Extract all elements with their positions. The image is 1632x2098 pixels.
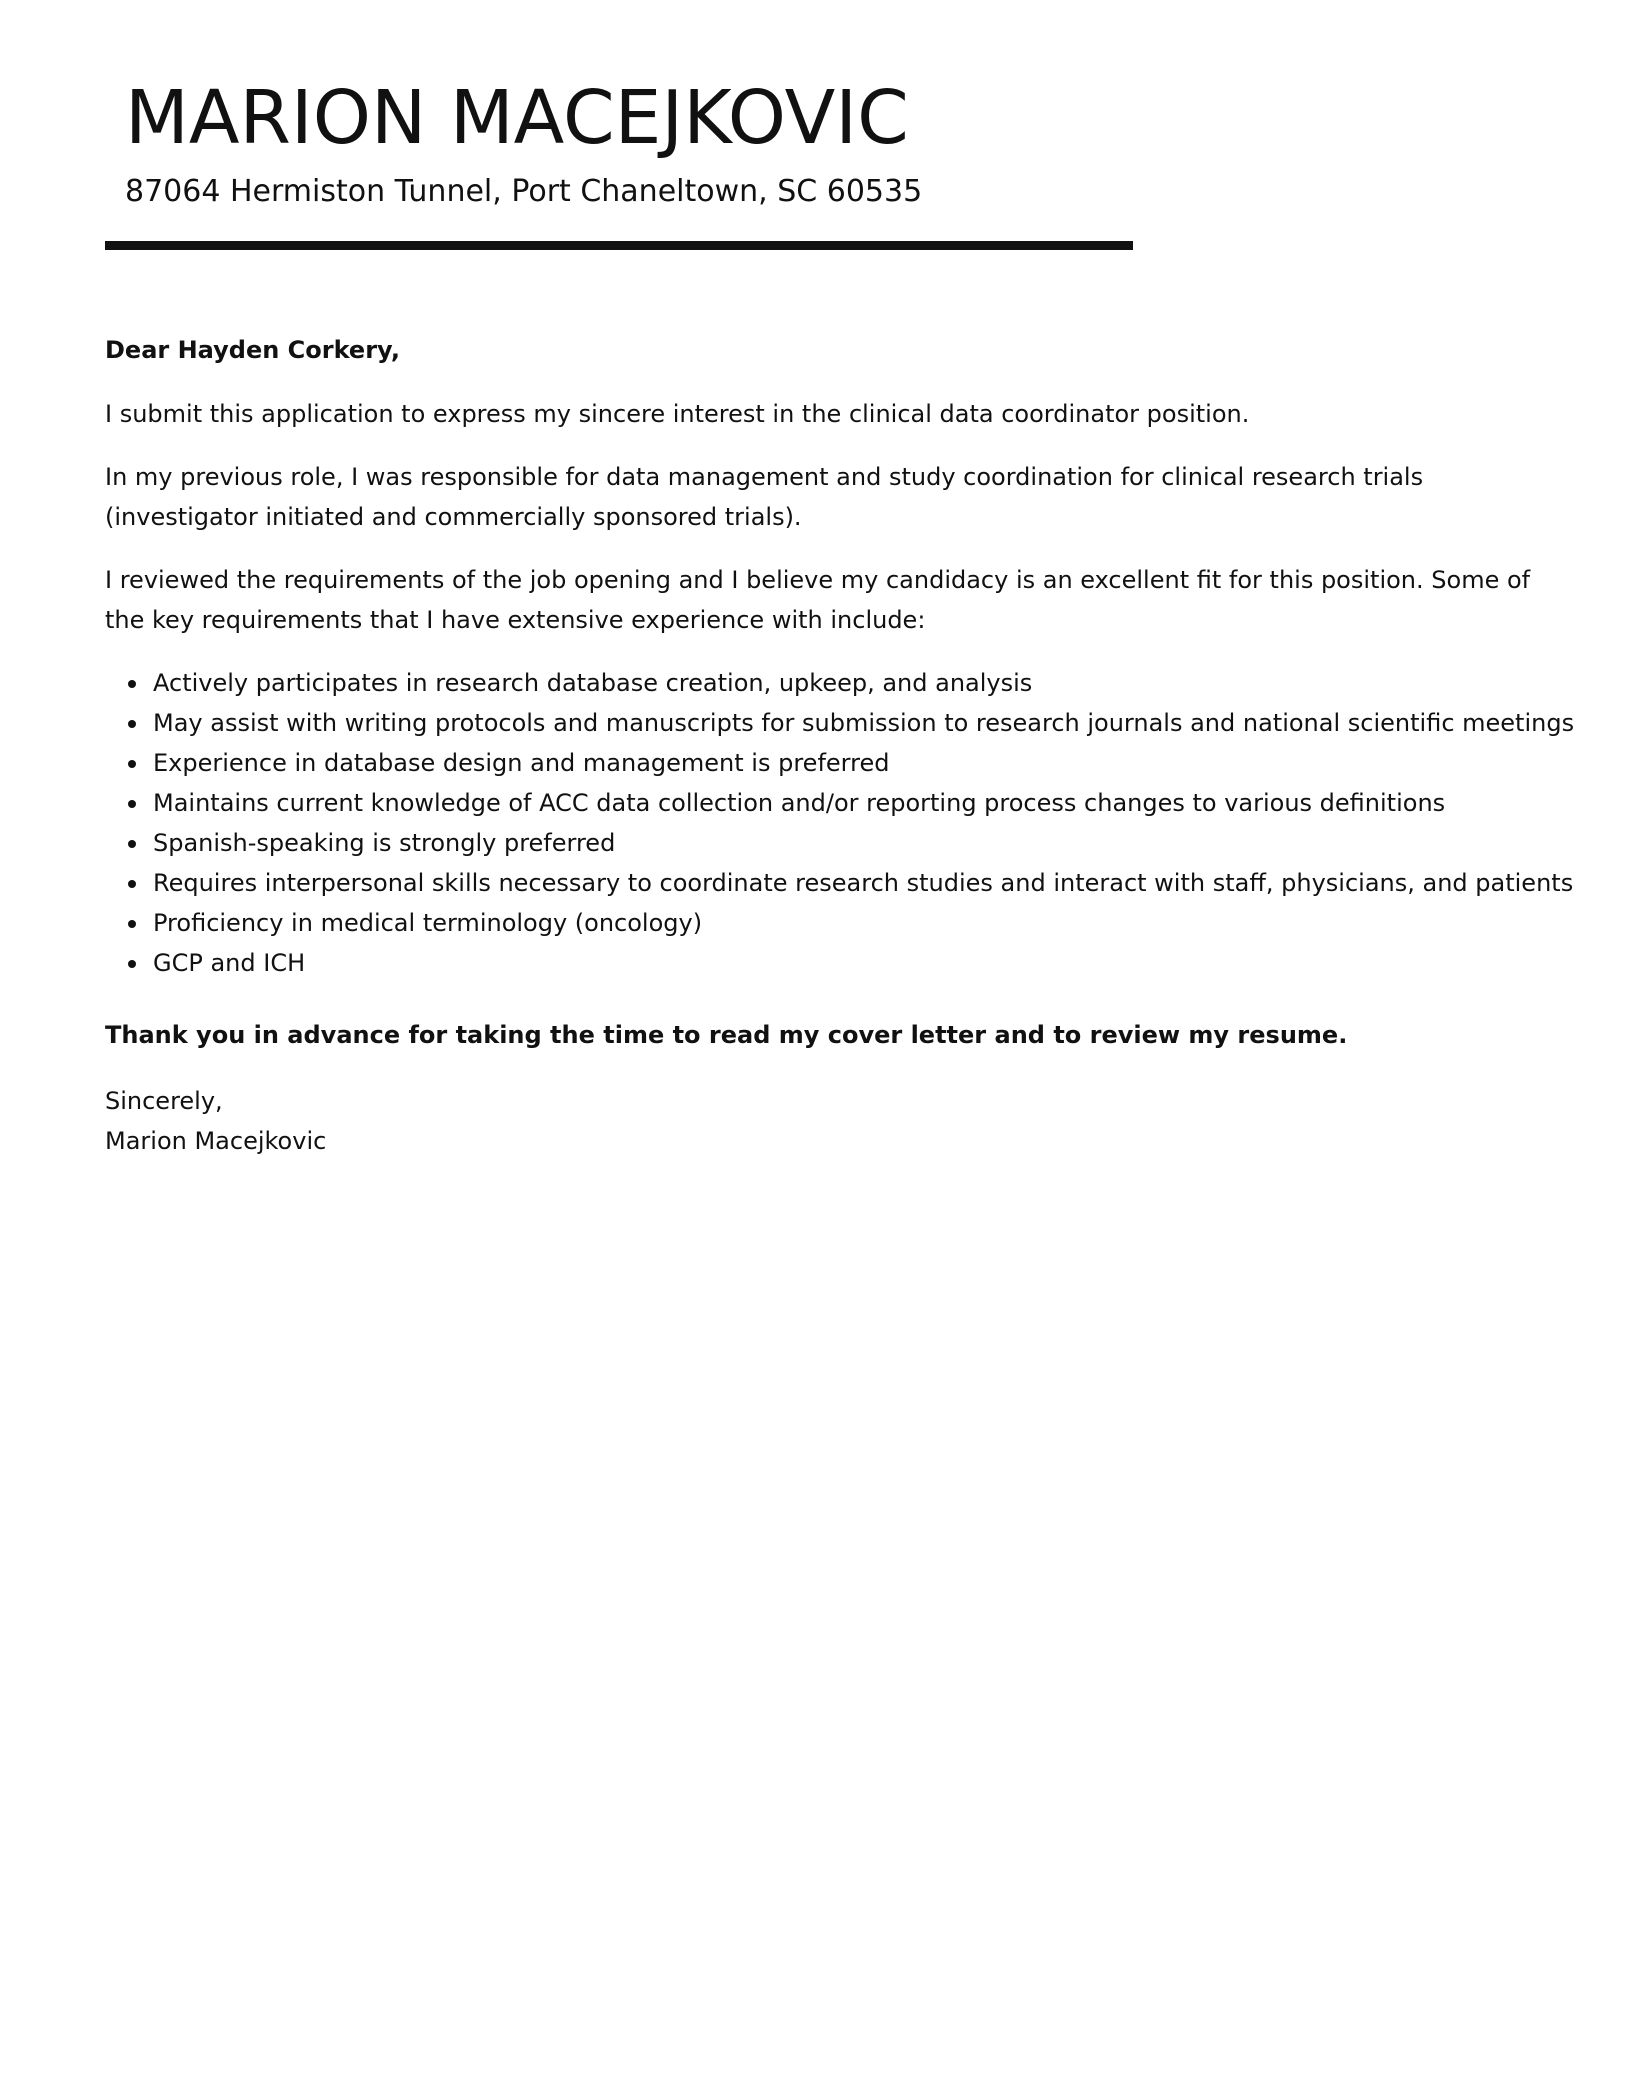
signoff-block <box>105 1081 1545 1161</box>
list-item-text: Actively participates in research database creation, upkeep, and analysis <box>153 669 1033 697</box>
list-item <box>105 943 1545 983</box>
list-item <box>105 903 1545 943</box>
list-item <box>105 863 1574 903</box>
applicant-name: MARION MACEJKOVIC <box>125 75 909 161</box>
requirements-list <box>105 663 1575 983</box>
list-item-text: GCP and ICH <box>153 949 306 977</box>
requirements-intro-paragraph: I reviewed the requirements of the job opening and I believe my candidacy is an excellent fit for this position. Some of the key requirements that I have extensive experience with include: <box>105 566 1531 634</box>
intro-paragraph: I submit this application to express my sincere interest in the clinical data coordinator position. <box>105 400 1250 428</box>
experience-paragraph: In my previous role, I was responsible for data management and study coordination for clinical research trials (investigator initiated and commercially sponsored trials). <box>105 463 1424 531</box>
salutation: Dear Hayden Corkery, <box>105 336 400 364</box>
list-item-text: Spanish-speaking is strongly preferred <box>153 829 616 857</box>
header-divider <box>105 241 1133 250</box>
bullet-icon <box>128 720 136 728</box>
closing-statement: Thank you in advance for taking the time to read my cover letter and to review my resume. <box>105 1021 1348 1049</box>
list-item-text: Maintains current knowledge of ACC data collection and/or reporting process changes to various definitions <box>153 789 1446 817</box>
bullet-icon <box>128 880 136 888</box>
list-item <box>105 783 1545 823</box>
bullet-icon <box>128 760 136 768</box>
bullet-icon <box>128 840 136 848</box>
list-item-text: Requires interpersonal skills necessary to coordinate research studies and interact with staff, physicians, and patients <box>153 869 1574 897</box>
list-item <box>105 663 1545 703</box>
bullet-icon <box>128 800 136 808</box>
list-item-text: Proficiency in medical terminology (oncology) <box>153 909 703 937</box>
list-item <box>105 823 1545 863</box>
letter-body <box>105 330 1575 1161</box>
list-item-text: May assist with writing protocols and manuscripts for submission to research journals and national scientific meetings <box>153 709 1575 737</box>
list-item <box>105 743 1545 783</box>
signoff-text: Sincerely, <box>105 1087 223 1115</box>
list-item <box>105 703 1575 743</box>
list-item-text: Experience in database design and management is preferred <box>153 749 890 777</box>
bullet-icon <box>128 920 136 928</box>
bullet-icon <box>128 960 136 968</box>
applicant-address: 87064 Hermiston Tunnel, Port Chaneltown, SC 60535 <box>125 174 923 209</box>
signature-name: Marion Macejkovic <box>105 1127 327 1155</box>
bullet-icon <box>128 680 136 688</box>
